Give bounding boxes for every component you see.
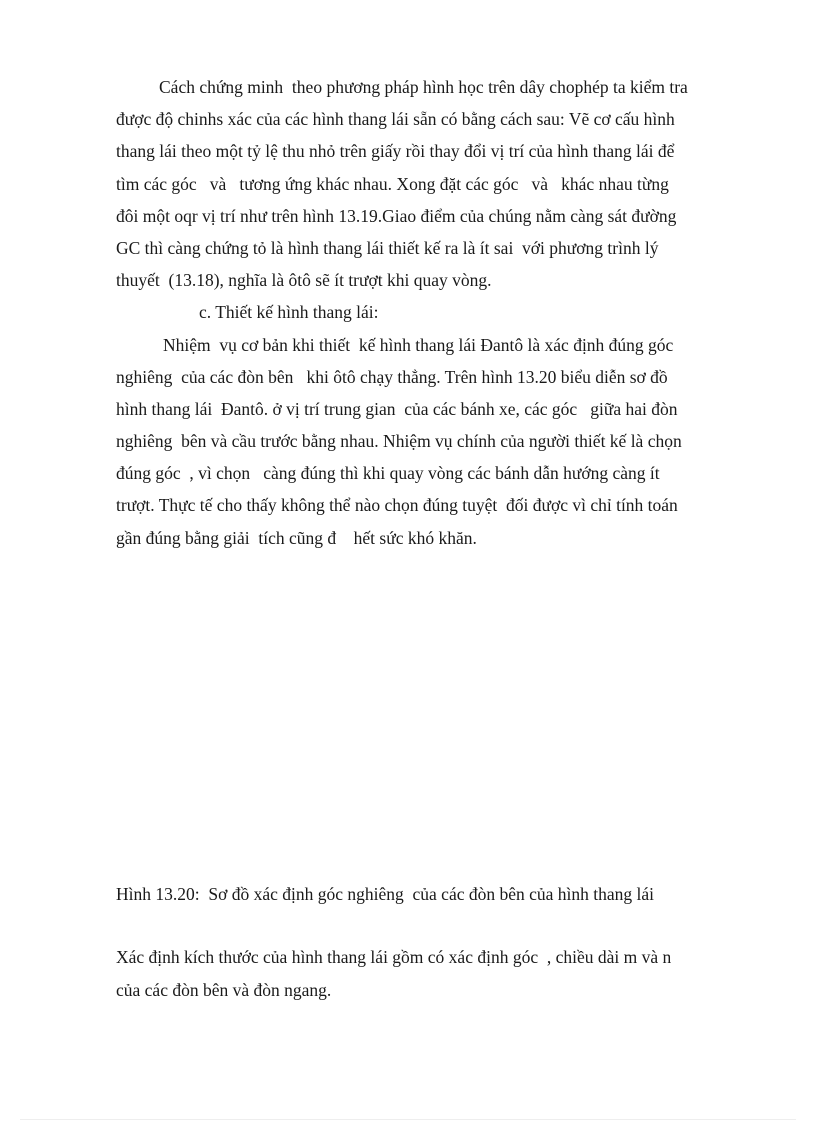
paragraph2-line-7: gần đúng bằng giải tích cũng đ hết sức khó khăn.	[116, 528, 477, 548]
paragraph2-line-3: hình thang lái Đantô. ở vị trí trung gian của các bánh xe, các góc giữa hai đòn	[116, 399, 678, 419]
paragraph1-line-4: tìm các góc và tương ứng khác nhau. Xong đặt các góc và khác nhau từng	[116, 174, 669, 194]
paragraph2-line-4: nghiêng bên và cầu trước bằng nhau. Nhiệm vụ chính của người thiết kế là chọn	[116, 431, 682, 451]
paragraph1-line-5: đôi một oqr vị trí như trên hình 13.19.Giao điểm của chúng nằm càng sát đường	[116, 206, 677, 226]
paragraph1-line-1: Cách chứng minh theo phương pháp hình học trên dây chophép ta kiểm tra	[159, 77, 688, 97]
paragraph2-line-1: Nhiệm vụ cơ bản khi thiết kế hình thang lái Đantô là xác định đúng góc	[163, 335, 674, 355]
paragraph2-line-6: trượt. Thực tế cho thấy không thể nào chọn đúng tuyệt đối được vì chỉ tính toán	[116, 495, 678, 515]
paragraph1-line-2: được độ chinhs xác của các hình thang lái sẵn có bằng cách sau: Vẽ cơ cấu hình	[116, 109, 675, 129]
paragraph1-line-6: GC thì càng chứng tỏ là hình thang lái thiết kế ra là ít sai với phương trình lý	[116, 238, 659, 258]
section-heading: c. Thiết kế hình thang lái:	[199, 302, 379, 322]
page-bottom-divider	[20, 1119, 796, 1120]
paragraph2-line-2: nghiêng của các đòn bên khi ôtô chạy thẳng. Trên hình 13.20 biểu diễn sơ đồ	[116, 367, 668, 387]
paragraph1-line-7: thuyết (13.18), nghĩa là ôtô sẽ ít trượt khi quay vòng.	[116, 270, 492, 290]
figure-caption: Hình 13.20: Sơ đồ xác định góc nghiêng của các đòn bên của hình thang lái	[116, 884, 655, 904]
paragraph3-line-1: Xác định kích thước của hình thang lái gồm có xác định góc , chiều dài m và n	[116, 947, 672, 967]
paragraph1-line-3: thang lái theo một tỷ lệ thu nhỏ trên giấy rồi thay đổi vị trí của hình thang lái để	[116, 141, 675, 161]
paragraph2-line-5: đúng góc , vì chọn càng đúng thì khi quay vòng các bánh dẫn hướng càng ít	[116, 463, 660, 483]
paragraph3-line-2: của các đòn bên và đòn ngang.	[116, 980, 332, 1000]
